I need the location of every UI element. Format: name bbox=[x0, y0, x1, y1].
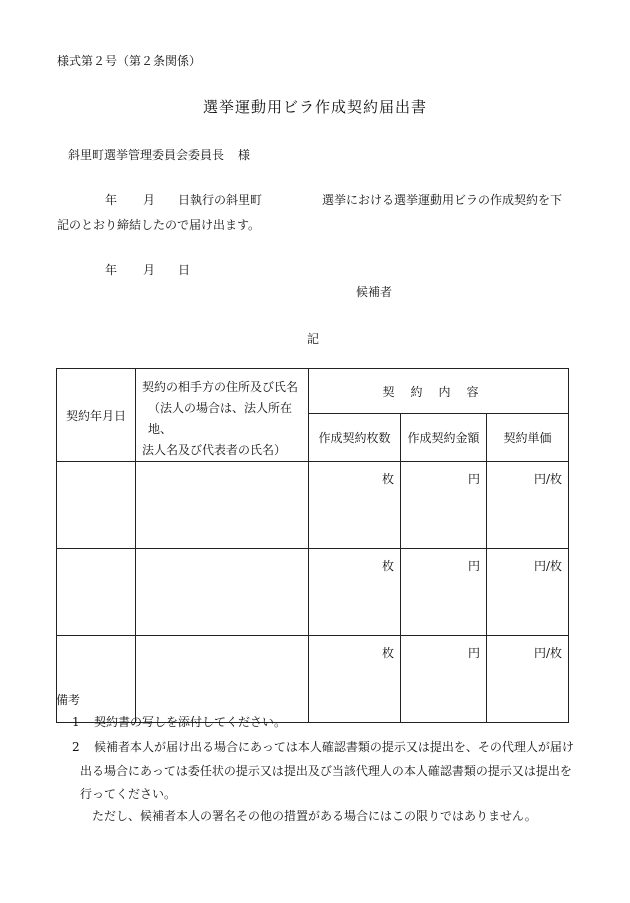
column-header-amount: 作成契約金額 bbox=[401, 414, 487, 462]
table-row bbox=[57, 462, 569, 549]
remark-text: 契約書の写しを添付してください。 bbox=[94, 715, 287, 729]
party-cell[interactable] bbox=[136, 549, 309, 636]
amount-cell[interactable]: 円 bbox=[401, 549, 487, 636]
contract-date-cell[interactable] bbox=[57, 549, 136, 636]
remark-item-2 bbox=[72, 738, 574, 755]
body-line2: 記のとおり締結したので届け出ます。 bbox=[57, 218, 261, 232]
remark-item-2-line3: 行ってください。 bbox=[80, 787, 177, 801]
table-row bbox=[57, 636, 569, 723]
election-month: 月 bbox=[143, 193, 156, 207]
remark-item-1 bbox=[72, 713, 286, 730]
party-header-line3: 法人名及び代表者の氏名） bbox=[142, 443, 287, 457]
date-year: 年 bbox=[105, 263, 118, 277]
contract-table bbox=[56, 368, 569, 723]
remark-text: 候補者本人が届け出る場合にあっては本人確認書類の提示又は提出を、その代理人が届け bbox=[94, 740, 574, 754]
remarks-title: 備考 bbox=[56, 693, 81, 707]
remark-item-2-line2: 出る場合にあっては委任状の提示又は提出及び当該代理人の本人確認書類の提示又は提出を bbox=[80, 764, 572, 778]
recipient-line bbox=[68, 146, 250, 163]
column-header-date: 契約年月日 bbox=[57, 369, 136, 462]
addressee: 斜里町選挙管理委員会委員長 bbox=[68, 148, 225, 162]
date-month: 月 bbox=[143, 263, 156, 277]
unit-price-cell[interactable]: 円/枚 bbox=[487, 636, 569, 723]
election-day-text: 日執行の斜里町 bbox=[178, 193, 263, 207]
count-cell[interactable]: 枚 bbox=[309, 549, 401, 636]
party-header-line2: （法人の場合は、法人所在地、 bbox=[148, 401, 293, 436]
contract-date-cell[interactable] bbox=[57, 636, 136, 723]
remark-note: ただし、候補者本人の署名その他の措置がある場合にはこの限りではありません。 bbox=[92, 809, 537, 823]
count-cell[interactable]: 枚 bbox=[309, 462, 401, 549]
column-header-count: 作成契約枚数 bbox=[309, 414, 401, 462]
party-header-line1: 契約の相手方の住所及び氏名 bbox=[142, 380, 299, 394]
count-cell[interactable]: 枚 bbox=[309, 636, 401, 723]
remark-number: 1 bbox=[72, 715, 80, 729]
form-number: 様式第２号（第２条関係） bbox=[57, 54, 202, 68]
column-header-content: 契約内容 bbox=[309, 369, 569, 414]
column-header-unit-price: 契約単価 bbox=[487, 414, 569, 462]
election-year: 年 bbox=[105, 193, 118, 207]
amount-cell[interactable]: 円 bbox=[401, 636, 487, 723]
document-title: 選挙運動用ビラ作成契約届出書 bbox=[202, 98, 427, 116]
election-text: 選挙における選挙運動用ビラの作成契約を下 bbox=[322, 193, 563, 207]
candidate-label: 候補者 bbox=[356, 285, 393, 299]
remark-number: 2 bbox=[72, 740, 80, 754]
party-cell[interactable] bbox=[136, 636, 309, 723]
unit-price-cell[interactable]: 円/枚 bbox=[487, 549, 569, 636]
date-day: 日 bbox=[178, 263, 191, 277]
honorific: 様 bbox=[238, 148, 251, 162]
contract-date-cell[interactable] bbox=[57, 462, 136, 549]
amount-cell[interactable]: 円 bbox=[401, 462, 487, 549]
ki-label: 記 bbox=[307, 332, 320, 346]
table-row bbox=[57, 549, 569, 636]
unit-price-cell[interactable]: 円/枚 bbox=[487, 462, 569, 549]
party-cell[interactable] bbox=[136, 462, 309, 549]
column-header-party bbox=[136, 369, 309, 462]
